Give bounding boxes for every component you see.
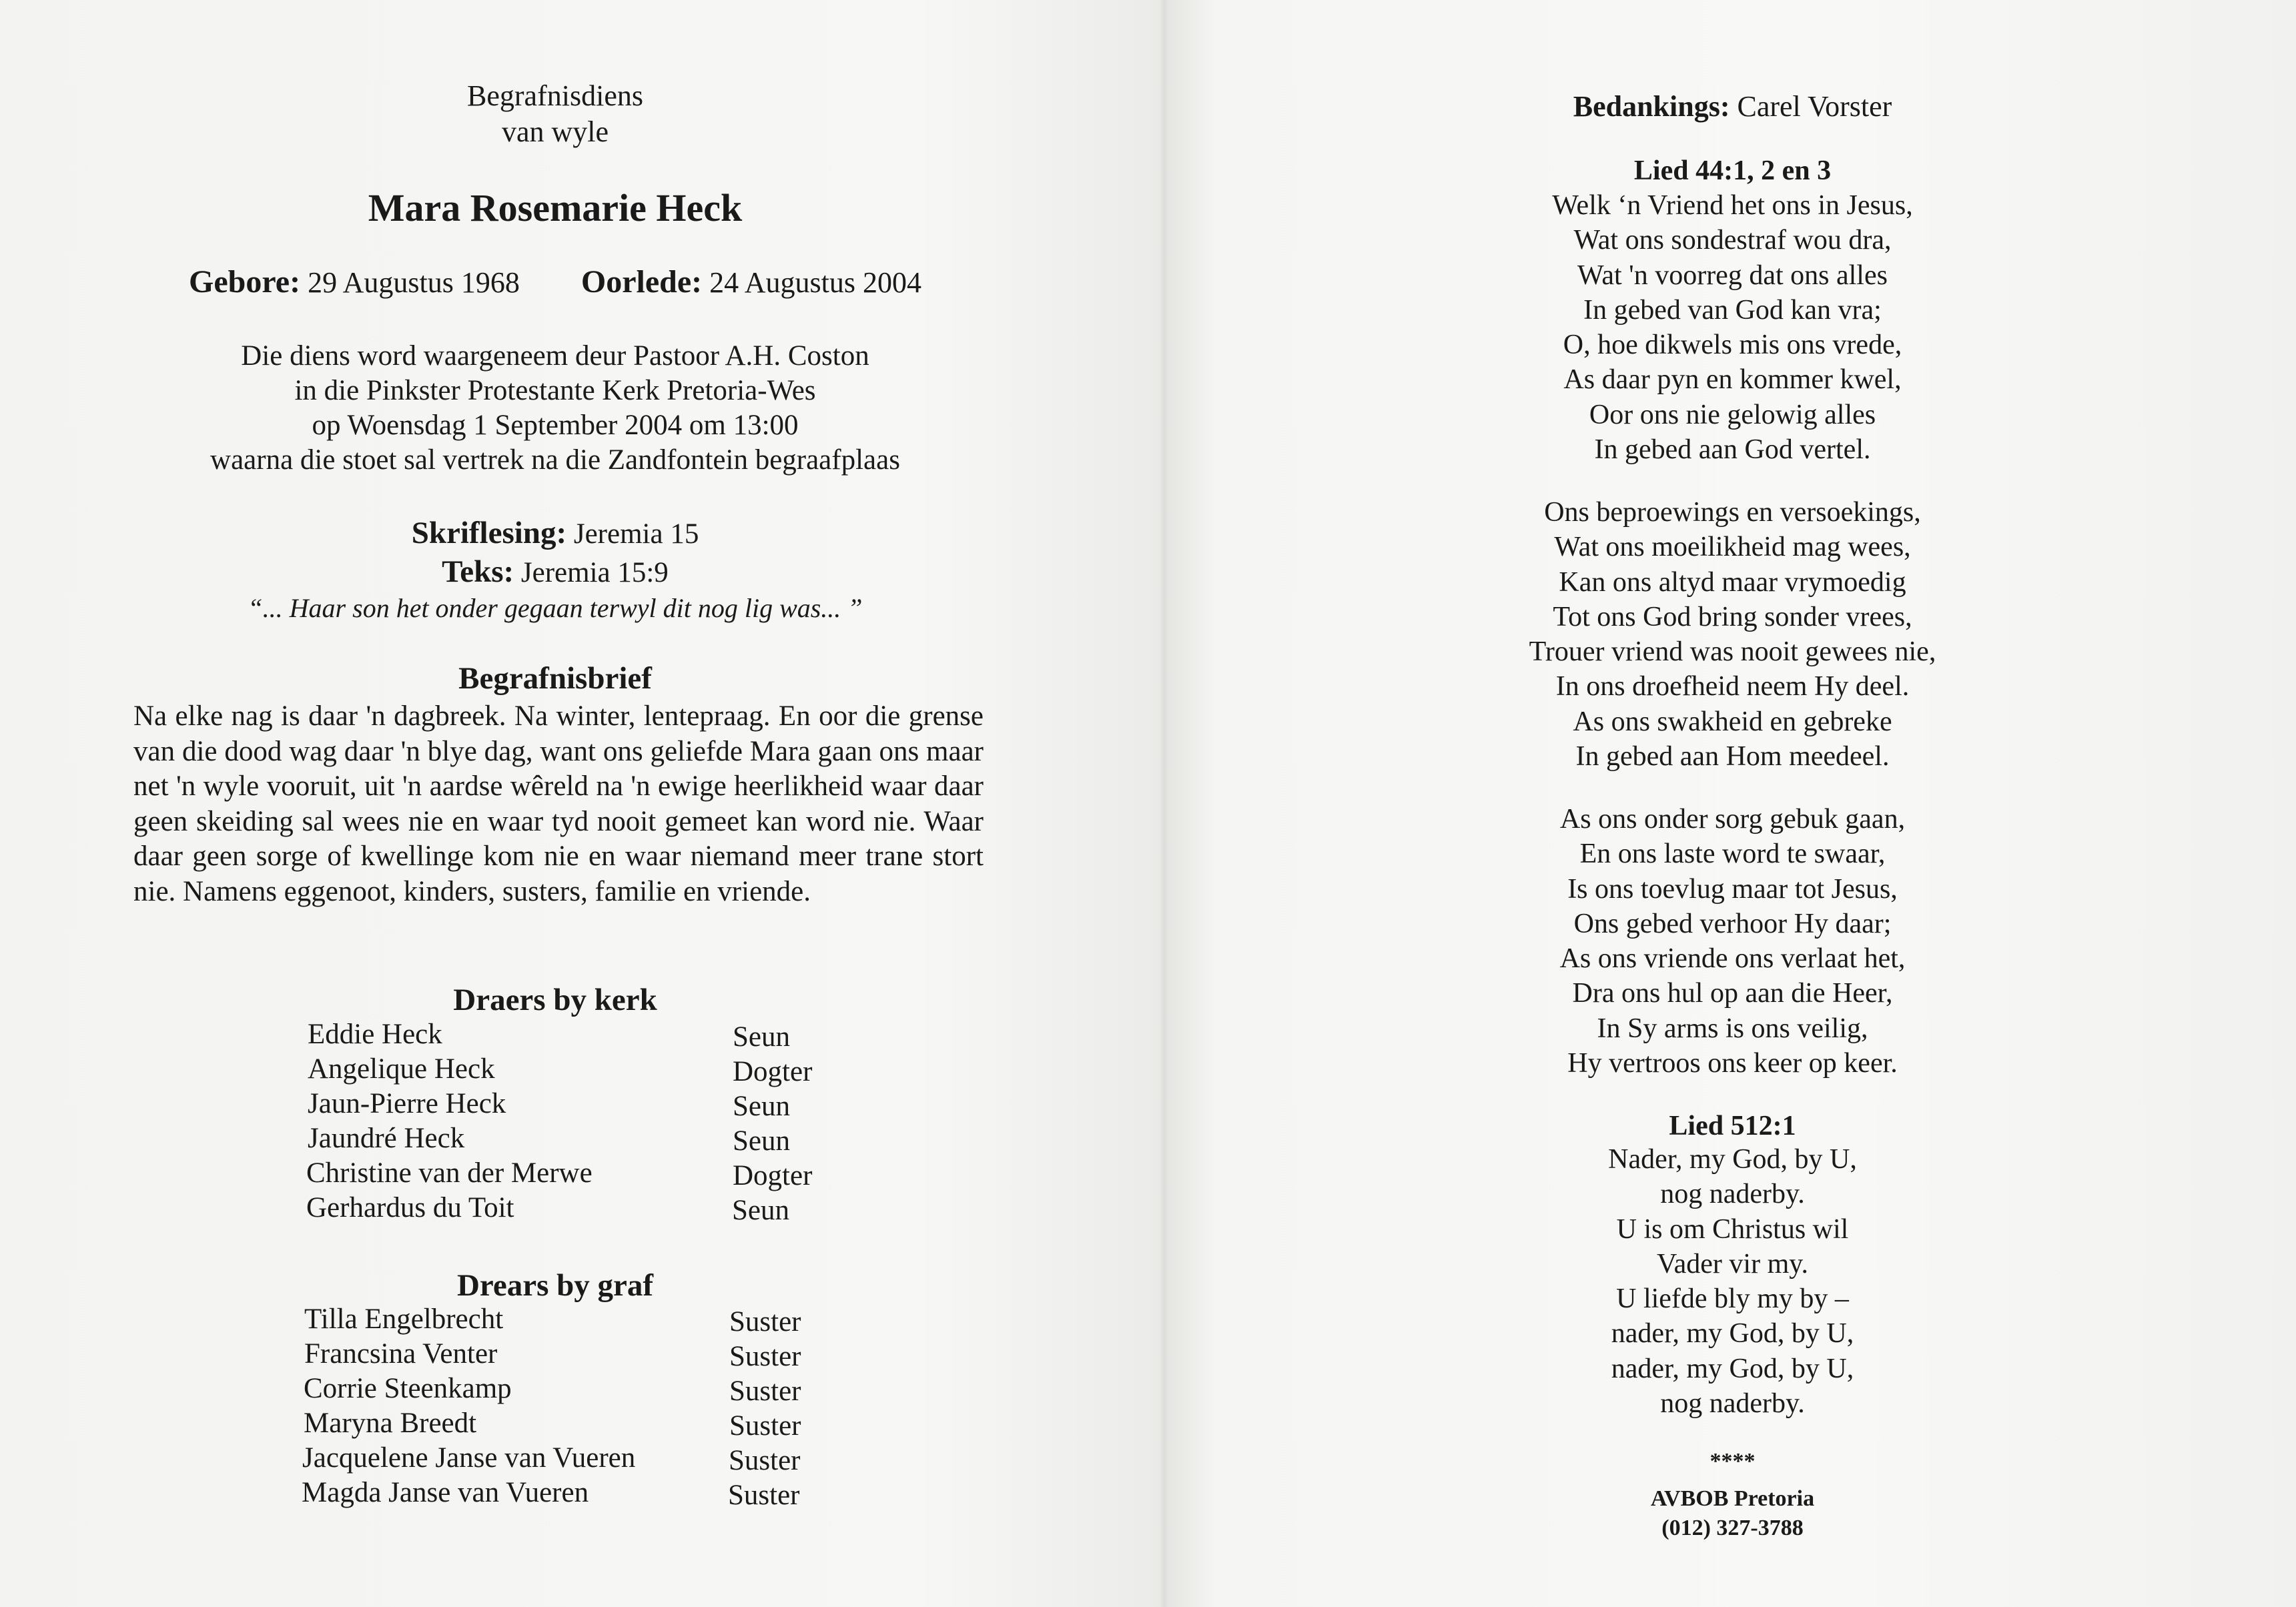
verse-line: O, hoe dikwels mis ons vrede, bbox=[1563, 330, 1902, 361]
bearer-name: Eddie Heck bbox=[308, 1019, 442, 1050]
bearer-name: Tilla Engelbrecht bbox=[304, 1303, 504, 1335]
thanks-line bbox=[1169, 89, 2296, 123]
hymn2-verse bbox=[1169, 1142, 2296, 1421]
hymn1-title: Lied 44:1, 2 en 3 bbox=[1633, 155, 1832, 186]
bearer-relation: Dogter bbox=[733, 1160, 813, 1191]
bearer-name: Corrie Steenkamp bbox=[304, 1373, 512, 1404]
bearer-relation: Suster bbox=[729, 1410, 801, 1442]
bearers-church-title: Draers by kerk bbox=[453, 983, 657, 1017]
verse-line: Dra ons hul op aan die Heer, bbox=[1572, 978, 1893, 1009]
bearer-relation: Seun bbox=[733, 1125, 790, 1157]
bearer-relation: Dogter bbox=[733, 1056, 813, 1087]
bearer-name: Francsina Venter bbox=[304, 1338, 498, 1370]
bearer-relation: Suster bbox=[729, 1306, 801, 1337]
service-line-1: Die diens word waargeneem deur Pastoor A.H. Coston bbox=[241, 340, 869, 372]
service-line-3: op Woensdag 1 September 2004 om 13:00 bbox=[312, 410, 799, 441]
verse-line: Nader, my God, by U, bbox=[1608, 1144, 1857, 1175]
verse-line: nog naderby. bbox=[1660, 1388, 1805, 1420]
verse-line: As daar pyn en kommer kwel, bbox=[1563, 364, 1902, 396]
hymn2-title: Lied 512:1 bbox=[1669, 1111, 1796, 1141]
verse-line: In Sy arms is ons veilig, bbox=[1597, 1013, 1868, 1044]
heading-line-1: Begrafnisdiens bbox=[467, 79, 643, 112]
verse-line: Vader vir my. bbox=[1656, 1248, 1809, 1279]
reading-label: Skriflesing: bbox=[411, 516, 567, 550]
verse-line: En ons laste word te swaar, bbox=[1579, 839, 1886, 870]
bearer-name: Gerhardus du Toit bbox=[306, 1192, 514, 1223]
hymn1-verse-3 bbox=[1169, 802, 2296, 1081]
bearer-name: Angelique Heck bbox=[308, 1053, 495, 1085]
verse-line: nader, my God, by U, bbox=[1611, 1353, 1854, 1384]
verse-line: U is om Christus wil bbox=[1616, 1213, 1849, 1245]
verse-line: U liefde bly my by – bbox=[1616, 1283, 1849, 1315]
died-date: 24 Augustus 2004 bbox=[709, 266, 921, 299]
stars-divider: **** bbox=[1709, 1449, 1756, 1474]
reading-value: Jeremia 15 bbox=[573, 518, 699, 550]
verse-line: Kan ons altyd maar vrymoedig bbox=[1559, 566, 1906, 598]
thanks-label: Bedankings: bbox=[1573, 90, 1730, 123]
bearer-relation: Suster bbox=[729, 1445, 801, 1476]
bearer-name: Jacquelene Janse van Vueren bbox=[302, 1442, 636, 1474]
verse-line: Wat ons sondestraf wou dra, bbox=[1573, 225, 1892, 256]
bearer-relation: Suster bbox=[729, 1341, 801, 1372]
died-label: Oorlede: bbox=[581, 264, 703, 300]
letter-title: Begrafnisbrief bbox=[458, 661, 652, 696]
verse-line: Is ons toevlug maar tot Jesus, bbox=[1567, 873, 1898, 905]
verse-line: In gebed aan God vertel. bbox=[1594, 434, 1871, 466]
bearer-relation: Seun bbox=[733, 1091, 790, 1122]
verse-line: Hy vertroos ons keer op keer. bbox=[1567, 1048, 1898, 1079]
thanks-value: Carel Vorster bbox=[1737, 90, 1892, 123]
hymn1-verse-1 bbox=[1169, 188, 2296, 467]
verse-line: Wat ons moeilikheid mag wees, bbox=[1554, 532, 1911, 563]
service-line-4: waarna die stoet sal vertrek na die Zandfontein begraafplaas bbox=[210, 444, 900, 476]
dates-line bbox=[0, 263, 1110, 300]
verse-line: As ons vriende ons verlaat het, bbox=[1559, 943, 1906, 975]
bearer-name: Jaun-Pierre Heck bbox=[308, 1088, 506, 1119]
bearer-relation: Suster bbox=[728, 1480, 800, 1511]
scripture-reading bbox=[0, 515, 1110, 551]
center-fold bbox=[1160, 0, 1169, 1607]
verse-line: Welk ‘n Vriend het ons in Jesus, bbox=[1552, 190, 1913, 221]
born-label: Gebore: bbox=[189, 264, 301, 300]
born-date: 29 Augustus 1968 bbox=[308, 266, 520, 299]
scripture-text bbox=[0, 554, 1110, 590]
bearer-relation: Seun bbox=[733, 1021, 790, 1053]
undertaker-phone: (012) 327-3788 bbox=[1661, 1516, 1804, 1540]
scripture-quote: “... Haar son het onder gegaan terwyl dit nog lig was... ” bbox=[248, 593, 863, 623]
service-line-2: in die Pinkster Protestante Kerk Pretoria-Wes bbox=[294, 375, 816, 406]
hymn1-verse-2 bbox=[1169, 495, 2296, 774]
verse-line: Oor ons nie gelowig alles bbox=[1589, 399, 1876, 430]
bearer-name: Magda Janse van Vueren bbox=[302, 1477, 589, 1508]
verse-line: Trouer vriend was nooit gewees nie, bbox=[1529, 636, 1936, 668]
verse-line: Ons gebed verhoor Hy daar; bbox=[1573, 908, 1892, 939]
text-value: Jeremia 15:9 bbox=[520, 557, 669, 588]
verse-line: nader, my God, by U, bbox=[1611, 1318, 1854, 1350]
verse-line: nog naderby. bbox=[1660, 1179, 1805, 1210]
bearer-relation: Seun bbox=[732, 1195, 789, 1226]
verse-line: As ons onder sorg gebuk gaan, bbox=[1559, 804, 1906, 835]
verse-line: In gebed aan Hom meedeel. bbox=[1575, 741, 1890, 772]
deceased-name: Mara Rosemarie Heck bbox=[368, 186, 743, 229]
letter-body: Na elke nag is daar 'n dagbreek. Na winter, lentepraag. En oor die grense van die dood wag daar 'n blye dag, want ons geliefde Mara gaan ons maar net 'n wyle vooruit, uit 'n aardse wêreld na 'n ewige heerlikheid waar daar geen skeiding sal wees nie en waar tyd nooit gemeet kan word nie. Waar daar geen sorge of kwellinge kom nie en waar niemand meer trane stort nie. Namens eggenoot, kinders, susters, familie en vriende. bbox=[133, 700, 984, 907]
bearer-name: Christine van der Merwe bbox=[306, 1157, 593, 1189]
bearer-relation: Suster bbox=[729, 1376, 801, 1407]
verse-line: In gebed van God kan vra; bbox=[1583, 294, 1882, 326]
verse-line: In ons droefheid neem Hy deel. bbox=[1555, 671, 1910, 702]
heading-line-2: van wyle bbox=[501, 115, 609, 148]
undertaker-name: AVBOB Pretoria bbox=[1650, 1486, 1815, 1511]
bearers-grave-title: Drears by graf bbox=[456, 1268, 654, 1303]
text-label: Teks: bbox=[442, 554, 514, 589]
verse-line: Tot ons God bring sonder vrees, bbox=[1553, 601, 1912, 632]
verse-line: Wat 'n voorreg dat ons alles bbox=[1577, 259, 1888, 291]
bearer-name: Jaundré Heck bbox=[308, 1123, 465, 1154]
bearer-name: Maryna Breedt bbox=[304, 1408, 477, 1439]
verse-line: Ons beproewings en versoekings, bbox=[1544, 497, 1921, 528]
verse-line: As ons swakheid en gebreke bbox=[1573, 706, 1892, 737]
